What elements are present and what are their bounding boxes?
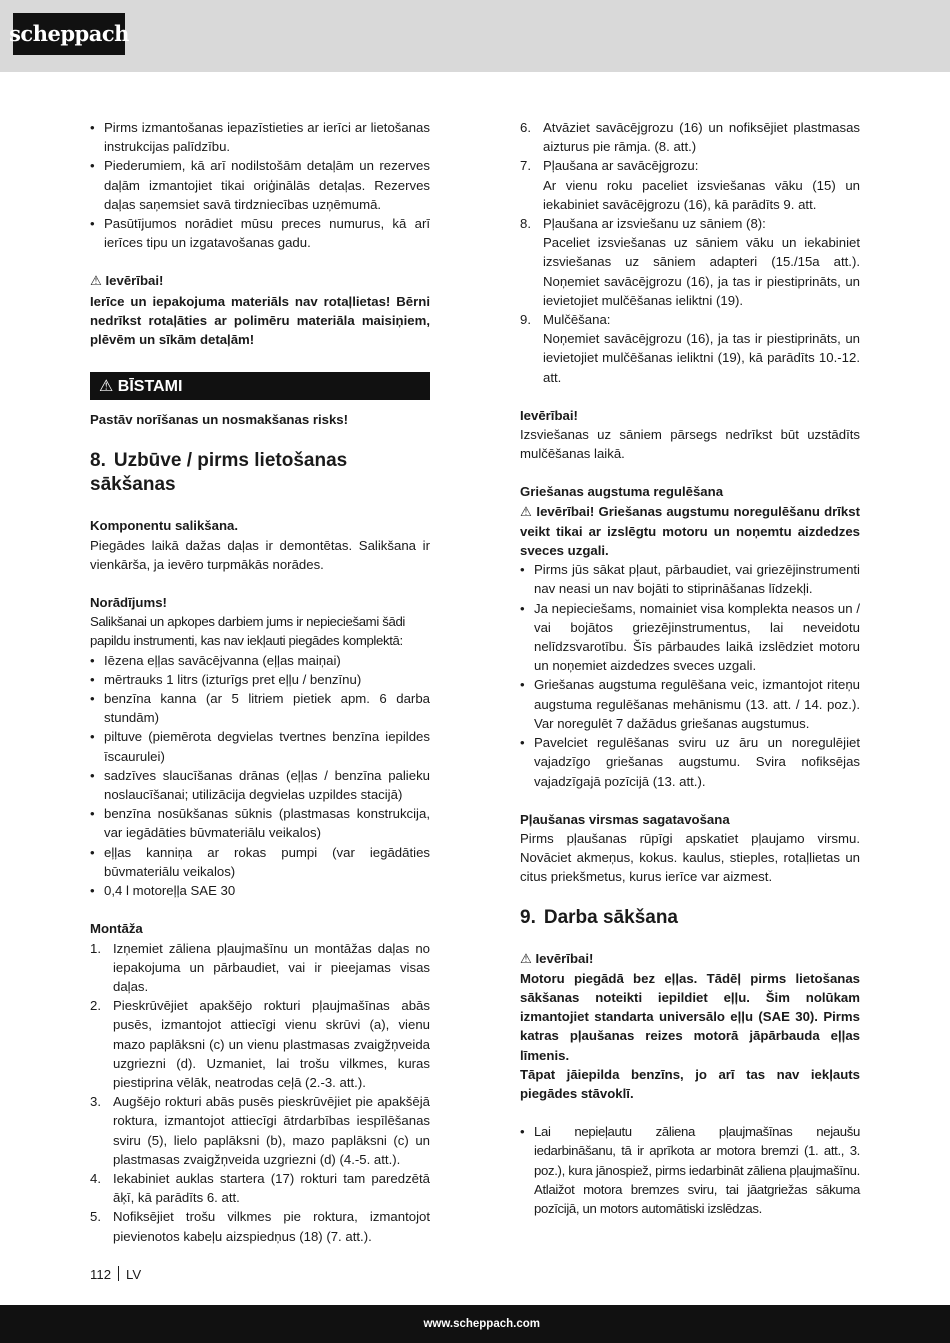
warning-text: Griešanas augstumu noregulēšanu drīkst veikt tikai ar izslēgtu motoru un noņemtu aizdedzes sveces uzgali. [520,503,860,559]
list-item [520,214,860,310]
warning-label: Ievērībai! [536,503,595,519]
step-number: 7. [520,158,531,174]
step-text: Augšējo rokturi abās pusēs pieskrūvējiet pie apakšējā roktura, izmantojot attiecīgi ātrdarbības iespīlēšanas sviru (5), lielo paplāksni (b), mazo paplāksni (c) un plastmasas zvaigžņveida uzgriezni (d) (4.-5. att.). [113,1094,430,1167]
warning-icon: ⚠ [99,376,114,396]
list-item: • piltuve (piemērota degvielas tvertnes benzīna iepildes īscaurulei) [90,727,430,765]
list-item [90,1207,430,1245]
list-item: • Pirms jūs sākat pļaut, pārbaudiet, vai griezējinstrumenti nav neasi un nav bojāti to stiprināšanas līdzekļi. [520,560,860,598]
warning-icon: ⚠ [90,274,102,290]
tools-list [90,651,430,901]
cut-height-warning [520,502,860,561]
section-number: 8. [90,450,106,472]
step-text: Izņemiet zāliena pļaujmašīnu un montāžas daļas no iepakojuma un pārbaudiet, vai ir pieejamas visas daļas. [113,940,430,994]
step-number: 8. [520,216,531,232]
list-item: • sadzīves slaucīšanas drānas (eļļas / benzīna palieku noslaucīšanai; utilizācija degvielas uzpildes stacijā) [90,766,430,804]
list-item: • Lai nepieļautu zāliena pļaujmašīnas nejaušu iedarbināšanu, tā ir aprīkota ar motora bremzi (1. att., 3. poz.), kura jānospiež, pirms iedarbināt zāliena pļaujmašīnu. Atlaižot motora bremzes sviru, tai jāatgriežas sākuma pozīcijā, un motors automātiski izslēdzas. [520,1122,860,1218]
assembly-steps [90,939,430,1246]
danger-label: BĪSTAMI [117,378,183,396]
step-number: 9. [520,312,531,328]
step-number: 6. [520,120,531,135]
step-number: 1. [90,940,101,956]
attention2-heading: Ievērībai! [520,407,578,423]
step-number: 3. [90,1094,101,1110]
list-item: • Piederumiem, kā arī nodilstošām detaļām un rezerves daļām izmantojiet tikai oriģinālās detaļas. Rezerves daļas saņemsiet savā tirdzniecības uzņēmumā. [90,156,430,214]
list-item [90,1169,430,1207]
list-item [90,1092,430,1169]
step-text: Nofiksējiet trošu vilkmes pie roktura, izmantojot pievienotos kabeļu aizspiedņus (18) (7. att.). [113,1209,430,1244]
list-item: • Pirms izmantošanas iepazīstieties ar ierīci ar lietošanas instrukcijas palīdzību. [90,118,430,156]
section-title-text: Uzbūve / pirms lietošanas sākšanas [90,450,348,496]
section-number: 9. [520,906,536,928]
attention-label: Ievērībai! [535,950,594,966]
page-header [0,0,950,72]
cut-height-heading: Griešanas augstuma regulēšana [520,484,724,500]
step-number: 4. [90,1170,101,1186]
step-text: Ar vienu roku paceliet izsviešanas vāku (15) un iekabiniet savācējgrozu (16), kā parādīts 9. att. [543,177,860,212]
step-number: 5. [90,1209,101,1225]
setup-steps [520,118,860,387]
components-heading: Komponentu salikšana. [90,518,239,534]
list-item [90,996,430,1092]
divider [118,1266,119,1281]
step-title: Pļaušana ar savācējgrozu: [543,158,699,174]
section-9-title [520,906,860,930]
language-code: LV [126,1267,142,1282]
step-title: Pļaušana ar izsviešanu uz sāniem (8): [543,216,766,232]
attention-label: Ievērībai! [105,273,164,289]
list-item: • Pasūtījumos norādiet mūsu preces numurus, kā arī ierīces tipu un izgatavošanas gadu. [90,214,430,252]
note-text: Salikšanai un apkopes darbiem jums ir nepieciešami šādi papildu instrumenti, kas nav iekļauti piegādes komplektā: [90,614,406,649]
list-item: • Pavelciet regulēšanas sviru uz āru un noregulējiet vajadzīgo griešanas augstumu. Svira nofiksējas vajadzīgajā pozīcijā (13. att.). [520,733,860,791]
attention-heading [90,271,430,291]
warning-icon: ⚠ [520,951,532,967]
section-title-text: Darba sākšana [543,906,679,928]
step-text: Pieskrūvējiet apakšējo rokturi pļaujmašīnas abās pusēs, izmantojot attiecīgi vienu skrūvi (a), vienu mazo paplāksni (c) un vienu plastmasas zvaigžņveida uzgriezni (d). Uzmaniet, lai trošu vilkmes, kuras piestiprina vēlāk, neatrodas ceļā (2.-3. att.). [113,998,430,1090]
surface-heading: Pļaušanas virsmas sagatavošana [520,811,730,827]
attention-text: Ierīce un iepakojuma materiāls nav rotaļlietas! Bērni nedrīkst rotaļāties ar polimēru materiāla maisiņiem, plēvēm un sīkām detaļām! [90,293,430,348]
list-item [520,118,860,156]
danger-banner [90,372,430,400]
step-text: Noņemiet savācējgrozu (16), ja tas ir piestiprināts, un ievietojiet mulčēšanas ieliktni (19), kā parādīts 10.-12. att. [543,331,860,385]
step-text: Paceliet izsviešanas uz sāniem vāku un iekabiniet izsviešanas uz sāniem adapteri (15./15a att.). Noņemiet savācējgrozu (16), ja tas ir piestiprināts, un ievietojiet mulčēšanas ieliktni (19). [543,235,860,308]
list-item: • benzīna kanna (ar 5 litriem pietiek apm. 6 darba stundām) [90,689,430,727]
list-item [520,310,860,387]
page-number [90,1265,141,1284]
list-item: • Iēzena eļļas savācējvanna (eļļas maiņai) [90,651,430,670]
website-link[interactable]: www.scheppach.com [423,1318,540,1330]
list-item: • mērtrauks 1 litrs (izturīgs pret eļļu / benzīnu) [90,670,430,689]
list-item [90,939,430,997]
note-heading: Norādījums! [90,595,167,611]
list-item: • benzīna nosūkšanas sūknis (plastmasas konstrukcija, var iegādāties būvmateriālu veikalos) [90,804,430,842]
assembly-heading: Montāža [90,921,143,937]
page-footer [0,1305,950,1343]
attention2-text: Izsviešanas uz sāniem pārsegs nedrīkst būt uzstādīts mulčēšanas laikā. [520,427,860,462]
step-text: Iekabiniet auklas startera (17) rokturi tam paredzētā āķī, kā parādīts 6. att. [113,1170,430,1206]
intro-bullet-list [90,118,430,252]
step-number: 2. [90,998,101,1014]
step-title: Mulčēšana: [543,312,611,328]
motor-brake-bullets [520,1122,860,1218]
list-item: • eļļas kanniņa ar rokas pumpi (var iegādāties būvmateriālu veikalos) [90,843,430,881]
left-column [90,118,430,1246]
page-number-value: 112 [90,1267,112,1282]
warning-icon: ⚠ [520,504,533,520]
section-8-title [90,449,430,497]
danger-text: Pastāv norīšanas un nosmakšanas risks! [90,412,349,428]
list-item [520,156,860,214]
components-text: Piegādes laikā dažas daļas ir demontētas. Salikšana ir vienkārša, ja ievēro turpmākās norādes. [90,537,430,572]
step-text: Atvāziet savācējgrozu (16) un nofiksējiet plastmasas aizturus pie rāmja. (8. att.) [543,120,860,155]
right-column [520,118,860,1218]
scheppach-logo: scheppach [13,13,125,55]
attention3-text2: Tāpat jāiepilda benzīns, jo arī tas nav iekļauts piegādes stāvoklī. [520,1066,860,1101]
surface-text: Pirms pļaušanas rūpīgi apskatiet pļaujamo virsmu. Novāciet akmeņus, kokus. kaulus, stieples, rotaļlietas un citus priekšmetus, kurus ierīce var aizmest. [520,830,860,885]
attention3-heading [520,949,860,969]
attention3-text: Motoru piegādā bez eļļas. Tādēļ pirms lietošanas sākšanas noteikti iepildiet eļļu. Šim nolūkam izmantojiet standarta universālo eļļu (SAE 30). Pirms katras pļaušanas reizes motorā jāpārbauda eļļas līmenis. [520,970,860,1063]
cut-height-bullets [520,560,860,790]
list-item: • 0,4 l motoreļļa SAE 30 [90,881,430,900]
list-item: • Ja nepieciešams, nomainiet visa komplekta neasos un / vai bojātos griezējinstrumentus, lai neveidotu nelīdzsvarotību. Šīs pārbaudes laikā izslēdziet motoru un noņemiet aizdedzes sveces uzgali. [520,599,860,676]
list-item: • Griešanas augstuma regulēšana veic, izmantojot riteņu augstuma regulēšanas mehānismu (13. att. / 14. poz.). Var noregulēt 7 dažādus griešanas augstumus. [520,675,860,733]
